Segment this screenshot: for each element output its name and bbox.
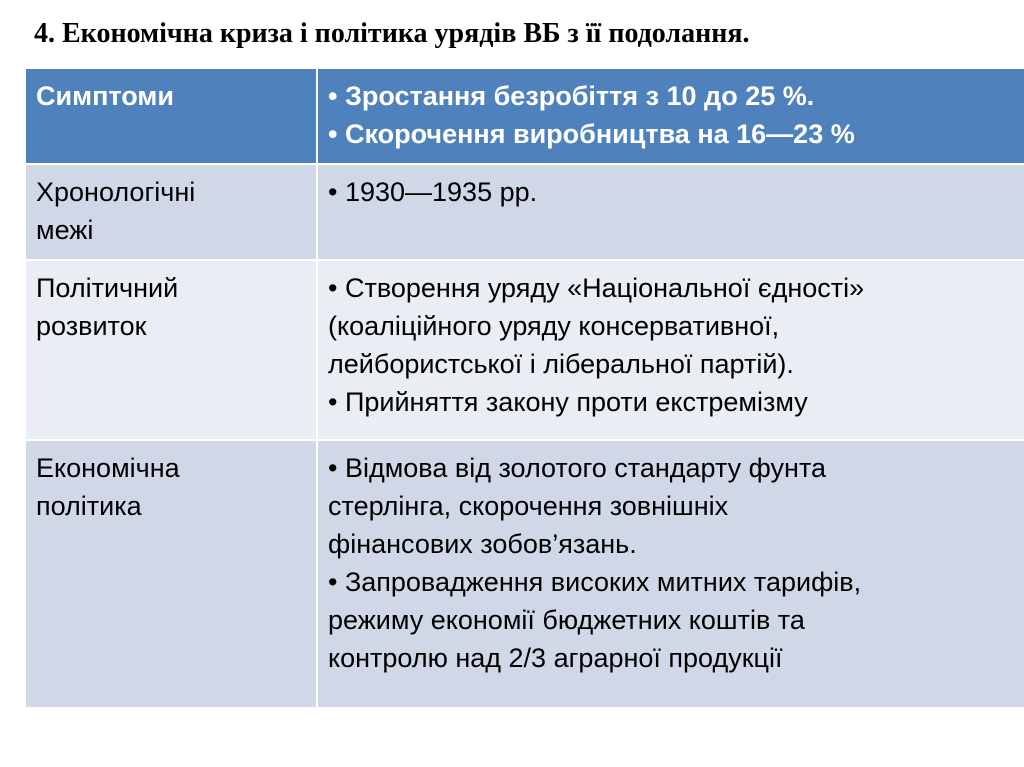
row-label-line: межі bbox=[36, 215, 94, 245]
table-row-political bbox=[25, 260, 1024, 440]
row-value-line: • Прийняття закону проти екстремізму bbox=[328, 387, 808, 417]
row-label-cell bbox=[25, 440, 317, 708]
table-row-chronology bbox=[25, 164, 1024, 260]
row-value-line: режиму економії бюджетних коштів та bbox=[328, 605, 805, 635]
table-header-row bbox=[25, 68, 1024, 164]
row-value-line: лейбористської і ліберальної партій). bbox=[328, 349, 794, 379]
header-label-cell bbox=[25, 68, 317, 164]
header-line: • Скорочення виробництва на 16—23 % bbox=[328, 119, 855, 149]
row-label-line: політика bbox=[36, 491, 142, 521]
row-value-line: • Відмова від золотого стандарту фунта bbox=[328, 453, 827, 483]
row-value-line: стерлінга, скорочення зовнішніх bbox=[328, 491, 729, 521]
row-label-line: розвиток bbox=[36, 311, 147, 341]
row-label-line: Політичний bbox=[36, 273, 179, 303]
slide-title: 4. Економічна криза і політика урядів ВБ з її подолання. bbox=[34, 18, 750, 49]
row-value-line: • Запровадження високих митних тарифів, bbox=[328, 567, 862, 597]
header-value-cell bbox=[317, 68, 1024, 164]
row-label-cell bbox=[25, 164, 317, 260]
row-value-cell bbox=[317, 260, 1024, 440]
row-value-line: • 1930—1935 рр. bbox=[328, 177, 538, 207]
row-value-line: • Створення уряду «Національної єдності» bbox=[328, 273, 865, 303]
row-value-line: (коаліційного уряду консервативної, bbox=[328, 311, 780, 341]
header-line: • Зростання безробіття з 10 до 25 %. bbox=[328, 81, 815, 111]
table-row-economic bbox=[25, 440, 1024, 708]
row-label-cell bbox=[25, 260, 317, 440]
row-label-line: Економічна bbox=[36, 453, 180, 483]
header-label: Симптоми bbox=[36, 81, 174, 111]
row-value-line: контролю над 2/3 аграрної продукції bbox=[328, 643, 783, 673]
crisis-policy-table bbox=[24, 67, 1024, 709]
row-label-line: Хронологічні bbox=[36, 177, 196, 207]
row-value-line: фінансових зобов’язань. bbox=[328, 529, 637, 559]
row-value-cell bbox=[317, 440, 1024, 708]
row-value-cell bbox=[317, 164, 1024, 260]
